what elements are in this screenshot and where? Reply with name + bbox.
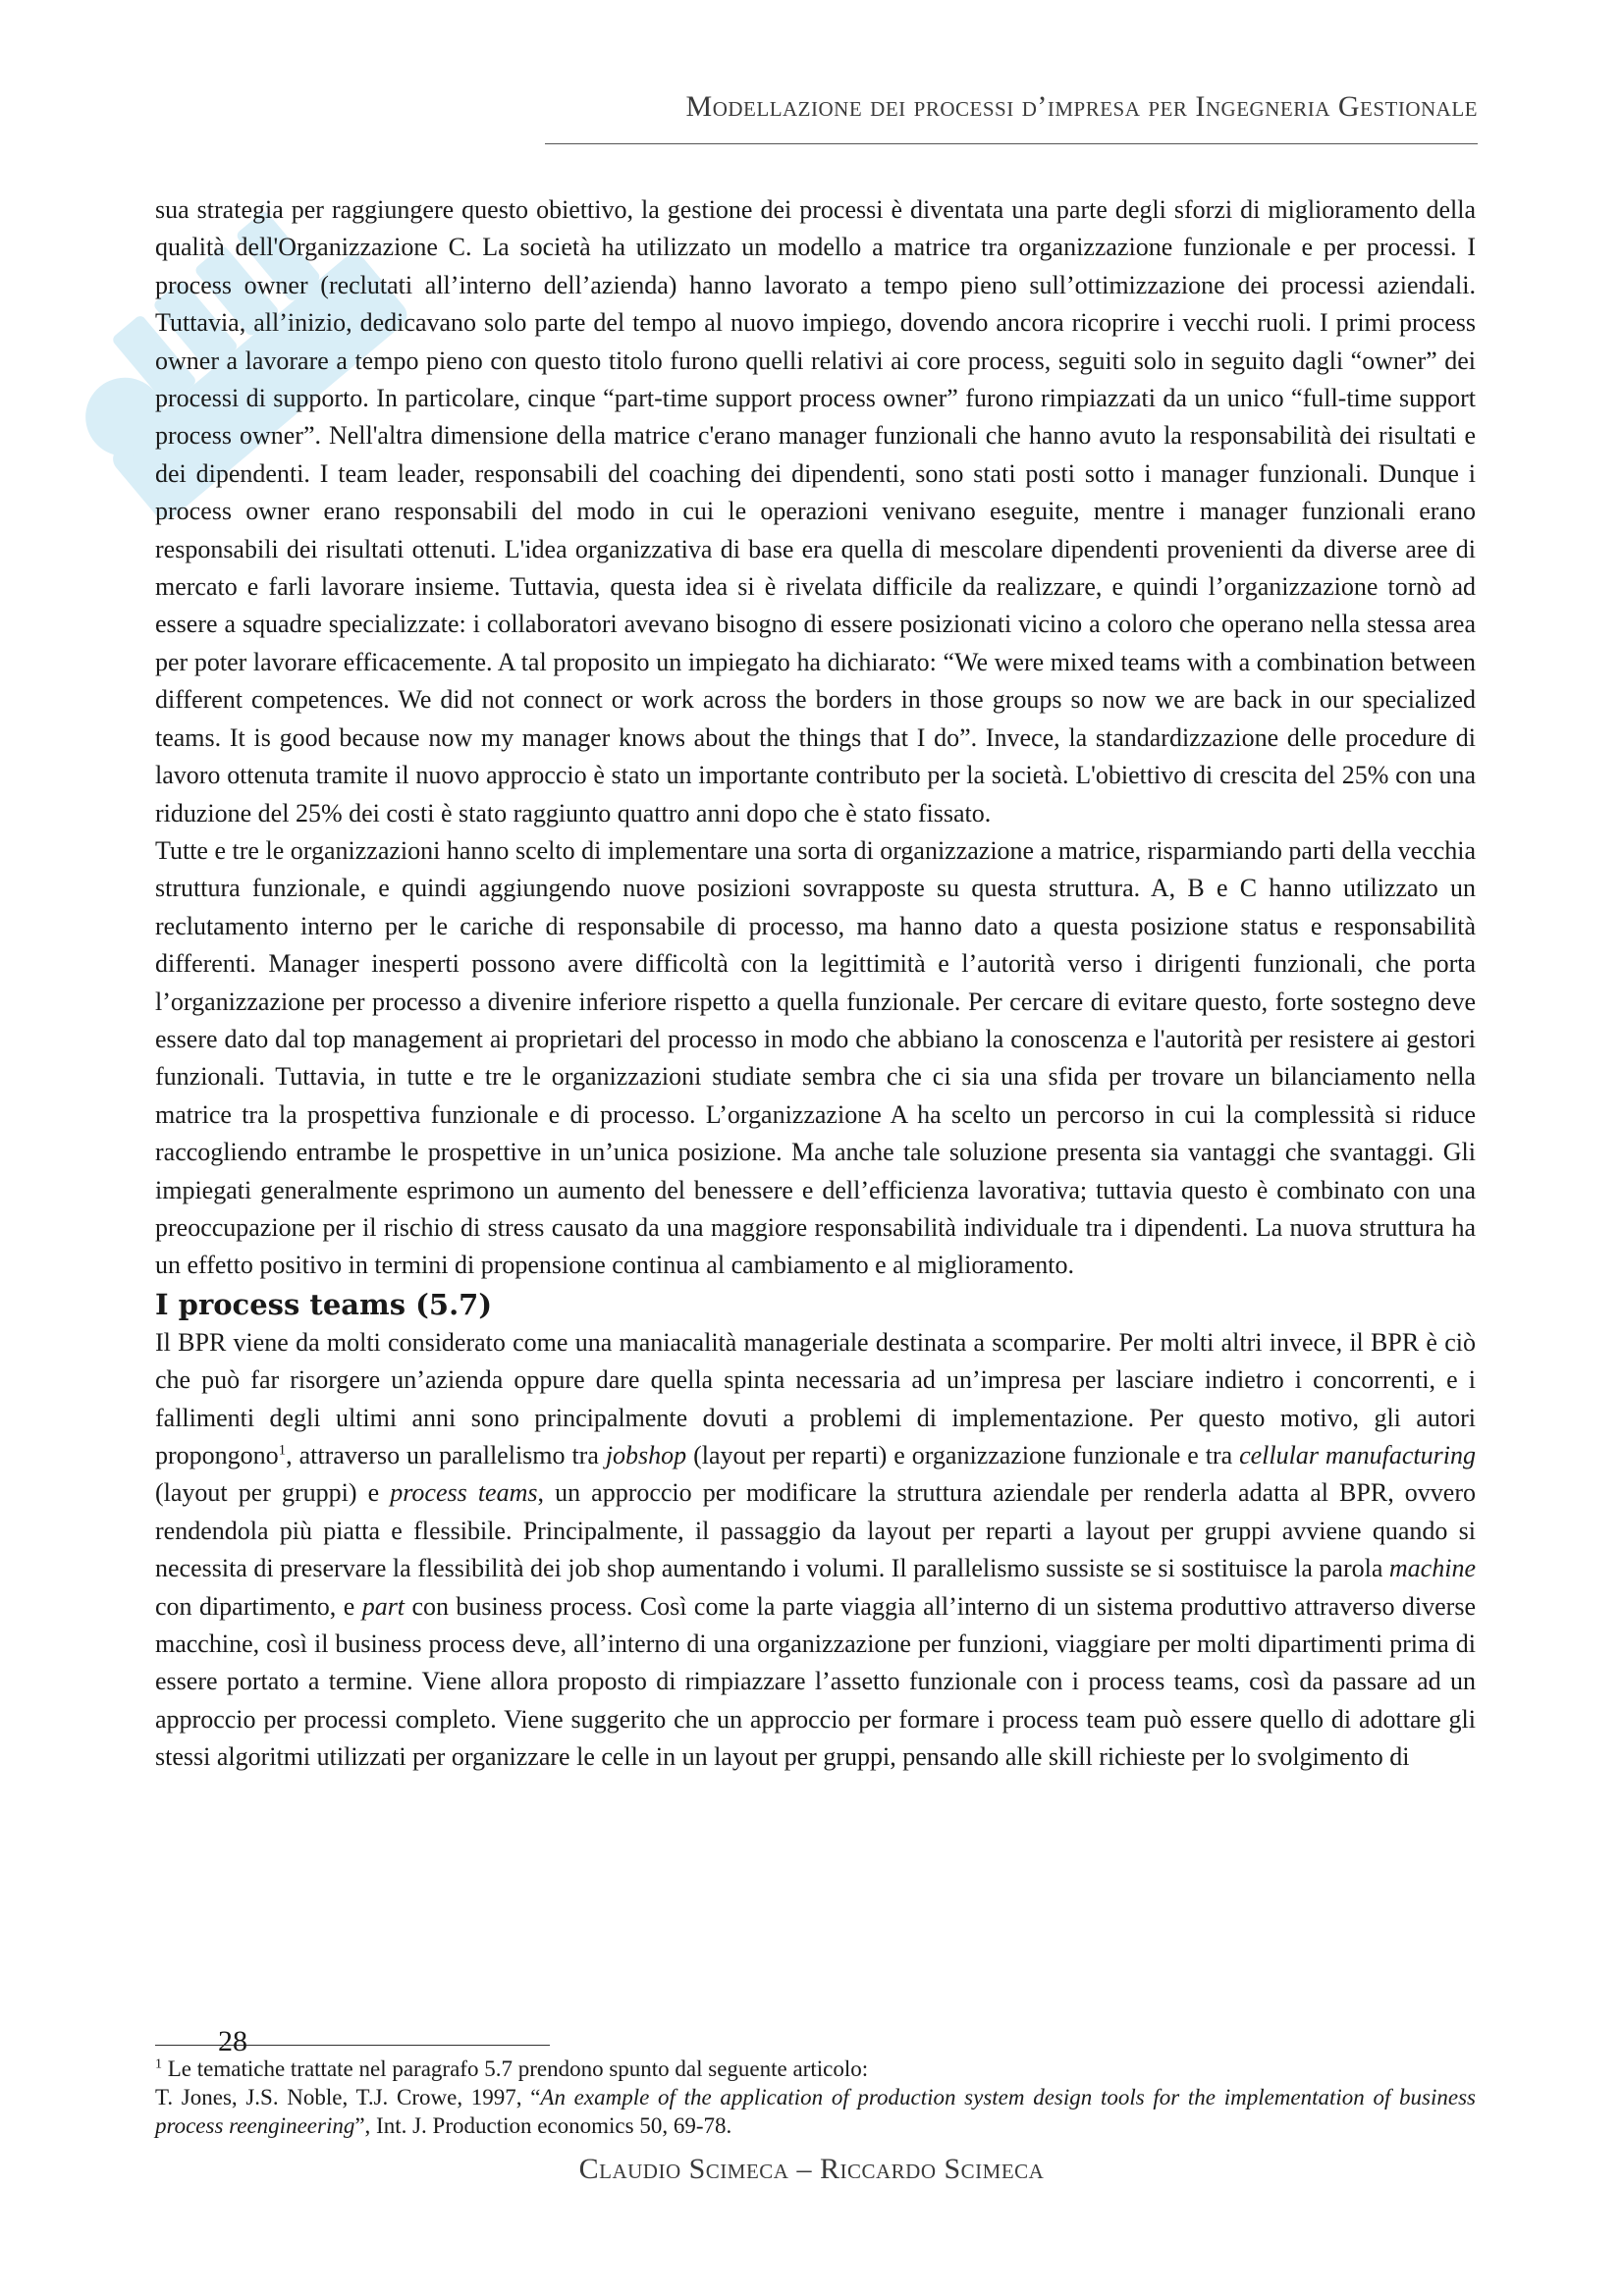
text-run: con business process. Così come la parte viaggia all’interno di un sistema produttivo attraverso diverse macchine, così il business process deve, all’interno di una organizzazione per funzioni, viaggiare per molti dipartimenti prima di essere portato a termine. Viene allora proposto di rimpiazzare l’assetto funzionale con i process teams, così da passare ad un approccio per processi completo. Viene suggerito che un approccio per formare i process team può essere quello di adottare gli stessi algoritmi utilizzati per organizzare le celle in un layout per gruppi, pensando alle skill richieste per lo svolgimento di	[155, 1591, 1477, 1772]
footnote-rule	[155, 2045, 550, 2046]
text-run: Il BPR viene da molti considerato come una maniacalità manageriale destinata a scomparire. Per molti altri invece, il BPR è ciò che può far risorgere un’azienda oppure dare quella spinta necessaria ad un’impresa per lasciare indietro i concorrenti, e i fallimenti degli ultimi anni sono principalmente dovuti a problemi di implementazione. Per questo motivo, gli autori propongono	[155, 1327, 1476, 1469]
citation-journal: ”, Int. J. Production economics 50, 69-78.	[354, 2113, 732, 2138]
text-run: (layout per gruppi) e	[155, 1478, 391, 1508]
footnote-mark: 1	[155, 2056, 162, 2072]
term-process-teams: process teams	[390, 1478, 538, 1508]
footnote-line-1	[155, 2055, 1476, 2083]
text-run: , un approccio per modificare la struttura aziendale per renderla adatta al BPR, ovvero rendendola più piatta e flessibile. Principalmente, il passaggio da layout per reparti a layout per gruppi avviene quando si necessita di preservare la flessibilità dei job shop aumentando i volumi. Il parallelismo sussiste se si sostituisce la parola	[155, 1478, 1476, 1583]
footnote-text: Le tematiche trattate nel paragrafo 5.7 prendono spunto dal seguente articolo:	[162, 2056, 869, 2081]
paragraph-organization-c: sua strategia per raggiungere questo obiettivo, la gestione dei processi è diventata una parte degli sforzi di miglioramento della qualità dell'Organizzazione C. La società ha utilizzato un modello a matrice tra organizzazione funzionale e per processi. I process owner (reclutati all’interno dell’azienda) hanno lavorato a tempo pieno sull’ottimizzazione dei processi aziendali. Tuttavia, all’inizio, dedicavano solo parte del tempo al nuovo impiego, dovendo ancora ricoprire i vecchi ruoli. I primi process owner a lavorare a tempo pieno con questo titolo furono quelli relativi ai core process, seguiti solo in seguito dagli “owner” dei processi di supporto. In particolare, cinque “part-time support process owner” furono rimpiazzati da un unico “full-time support process owner”. Nell'altra dimensione della matrice c'erano manager funzionali che hanno avuto la responsabilità dei risultati e dei dipendenti. I team leader, responsabili del coaching dei dipendenti, sono stati posti sotto i manager funzionali. Dunque i process owner erano responsabili del modo in cui le operazioni venivano eseguite, mentre i manager funzionali erano responsabili dei risultati ottenuti. L'idea organizzativa di base era quella di mescolare dipendenti provenienti da diverse aree di mercato e farli lavorare insieme. Tuttavia, questa idea si è rivelata difficile da realizzare, e quindi l’organizzazione tornò ad essere a squadre specializzate: i collaboratori avevano bisogno di essere posizionati vicino a coloro che operano nella stessa area per poter lavorare efficacemente. A tal proposito un impiegato ha dichiarato: “We were mixed teams with a combination between different competences. We did not connect or work across the borders in those groups so now we are back in our specialized teams. It is good because now my manager knows about the things that I do”. Invece, la standardizzazione delle procedure di lavoro ottenuta tramite il nuovo approccio è stato un importante contributo per la società. L'obiettivo di crescita del 25% con una riduzione del 25% dei costi è stato raggiunto quattro anni dopo che è stato fissato.	[155, 195, 1476, 828]
citation-title: An example of the application of production system design tools for the implementation of business process reengineering	[155, 2085, 1477, 2138]
term-part: part	[361, 1591, 406, 1621]
footnotes	[155, 2055, 1476, 2140]
paragraph-matrix-summary: Tutte e tre le organizzazioni hanno scelto di implementare una sorta di organizzazione a matrice, risparmiando parti della vecchia struttura funzionale, e quindi aggiungendo nuove posizioni sovrapposte su questa struttura. A, B e C hanno utilizzato un reclutamento interno per le cariche di responsabile di processo, ma hanno dato a questa posizione status e responsabilità differenti. Manager inesperti possono avere difficoltà con la legittimità e l’autorità verso i dirigenti funzionali, che porta l’organizzazione per processo a divenire inferiore rispetto a quella funzionale. Per cercare di evitare questo, forte sostegno deve essere dato dal top management ai proprietari del processo in modo che abbiano la conoscenza e l'autorità per resistere ai gestori funzionali. Tuttavia, in tutte e tre le organizzazioni studiate sembra che ci sia una sfida per trovare un bilanciamento nella matrice tra la prospettiva funzionale e di processo. L’organizzazione A ha scelto un percorso in cui la complessità si riduce raccogliendo entrambe le prospettive in un’unica posizione. Ma anche tale soluzione presenta sia vantaggi che svantaggi. Gli impiegati generalmente esprimono un aumento del benessere e dell’efficienza lavorativa; tuttavia questo è combinato con una preoccupazione per il rischio di stress causato da una maggiore responsabilità individuale tra i dipendenti. La nuova struttura ha un effetto positivo in termini di propensione continua al cambiamento e al miglioramento.	[155, 835, 1476, 1280]
text-run: , attraverso un parallelismo tra	[286, 1441, 606, 1469]
text-run: (layout per reparti) e organizzazione funzionale e tra	[686, 1441, 1240, 1469]
text-run: con dipartimento, e	[155, 1591, 362, 1621]
running-footer: Claudio Scimeca – Riccardo Scimeca	[578, 2153, 1045, 2185]
page-body	[155, 191, 1476, 1777]
paragraph-process-teams	[155, 1324, 1476, 1777]
citation-authors: T. Jones, J.S. Noble, T.J. Crowe, 1997, “	[155, 2085, 541, 2109]
term-jobshop: jobshop	[605, 1441, 687, 1469]
running-header: Modellazione dei processi d’impresa per Ingegneria Gestionale	[685, 90, 1478, 123]
footnote-reference: 1	[278, 1442, 287, 1459]
section-heading: I process teams (5.7)	[155, 1287, 493, 1321]
header-rule	[545, 143, 1478, 144]
term-machine: machine	[1388, 1554, 1476, 1583]
footnote-citation	[155, 2083, 1476, 2140]
term-cellular-manufacturing: cellular manufacturing	[1239, 1441, 1476, 1469]
page-number: 28	[218, 2025, 247, 2057]
